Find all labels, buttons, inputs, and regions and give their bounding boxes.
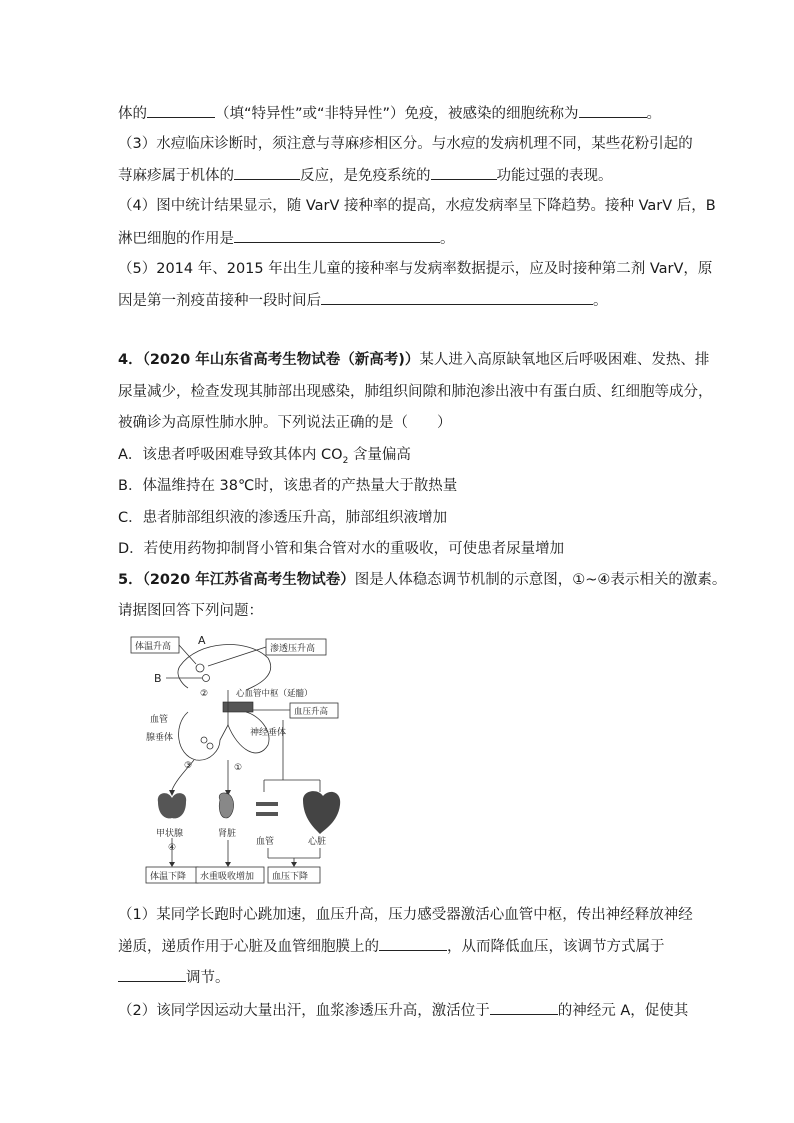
neuron-b-body [203,675,210,682]
label-neuron-b: B [154,672,162,685]
thyroid-icon [158,793,186,818]
q4-option-b[interactable]: B．体温维持在 38℃时，该患者的产热量大于散热量 [118,478,458,494]
answer-blank[interactable] [321,290,593,305]
answer-blank[interactable] [490,1000,558,1015]
question-source: （2020 年山东省高考生物试卷（新高考)） [142,352,420,368]
q4-stem-line-2: 尿量减少，检查发现其肺部出现感染，肺组织间隙和肺泡渗出液中有蛋白质、红细胞等成分， [118,384,713,400]
q4-stem-line-3: 被确诊为高原性肺水肿。下列说法正确的是（ ） [118,415,452,431]
label-neurohypophysis: 神经垂体 [250,728,287,738]
svg-text:②: ② [200,689,209,699]
q4-stem-line-1: 4．（2020 年山东省高考生物试卷（新高考)）某人进入高原缺氧地区后呼吸困难、发热、排 [118,352,710,368]
label-heart: 心脏 [308,837,327,847]
label-body-temp-up: 体温升高 [135,642,172,652]
kidney-icon [219,793,233,818]
svg-text:③: ③ [184,761,193,771]
label-thyroid: 甲状腺 [156,829,184,839]
homeostasis-diagram [128,630,378,888]
hypothalamus-outline [180,645,271,690]
label-bp-down: 血压下降 [272,872,309,882]
answer-blank[interactable] [234,165,300,180]
q3-part3-line-2: 荨麻疹属于机体的 反应，是免疫系统的 功能过强的表现。 [118,165,613,186]
label-vessel: 血管 [256,837,275,847]
q5-part1-line-1: （1）某同学长跑时心跳加速，血压升高，压力感受器激活心血管中枢，传出神经释放神经 [118,907,693,923]
vessel-icon [256,802,278,806]
svg-text:④: ④ [168,843,177,853]
q3-part4-line-1: （4）图中统计结果显示，随 VarV 接种率的提高，水痘发病率呈下降趋势。接种 VarV 后，B [118,198,716,214]
answer-blank[interactable] [147,103,215,118]
q4-option-d[interactable]: D．若使用药物抑制肾小管和集合管对水的重吸收，可使患者尿量增加 [118,541,565,557]
question-source: （2020 年江苏省高考生物试卷） [142,572,355,588]
label-adenohypophysis: 腺垂体 [146,733,174,743]
label-osmotic-up: 渗透压升高 [270,644,316,654]
heart-icon [303,791,340,834]
label-neuron-a: A [198,634,206,647]
answer-blank[interactable] [379,936,447,951]
svg-text:①: ① [234,763,243,773]
q5-part1-line-3: 调节。 [118,967,230,988]
q3-part4-line-2: 淋巴细胞的作用是 。 [118,228,455,249]
q5-stem-line-1: 5．（2020 年江苏省高考生物试卷）图是人体稳态调节机制的示意图，①~④表示相关的激素。 [118,572,727,588]
question-number: 5． [118,572,143,588]
label-bp-up: 血压升高 [294,707,329,717]
label-blood-vessel: 血管 [150,715,169,725]
q3-part5-line-2: 因是第一剂疫苗接种一段时间后 。 [118,290,608,311]
q5-part2-line-1: （2）该同学因运动大量出汗，血浆渗透压升高，激活位于 的神经元 A，促使其 [118,1000,688,1021]
label-temp-down: 体温下降 [150,872,187,882]
neuron-a-body [196,664,204,672]
q4-option-c[interactable]: C．患者肺部组织液的渗透压升高，肺部组织液增加 [118,510,448,526]
q3-part5-line-1: （5）2014 年、2015 年出生儿童的接种率与发病率数据提示，应及时接种第二剂 VarV，原 [118,261,713,277]
label-water-reabsorption: 水重吸收增加 [200,872,255,882]
label-cardio-center: 心血管中枢（延髓） [236,689,313,699]
medulla-block [223,702,253,712]
q5-part1-line-2: 递质，递质作用于心脏及血管细胞膜上的 ，从而降低血压，该调节方式属于 [118,936,665,957]
answer-blank[interactable] [579,103,647,118]
answer-blank[interactable] [234,228,440,243]
question-number: 4． [118,352,143,368]
q3-line-1: 体的 （填“特异性”或“非特异性”）免疫，被感染的细胞统称为 。 [118,103,661,124]
answer-blank[interactable] [118,967,186,982]
q5-stem-line-2: 请据图回答下列问题： [118,603,263,619]
answer-blank[interactable] [431,165,497,180]
q3-part3-line-1: （3）水痘临床诊断时，须注意与荨麻疹相区分。与水痘的发病机理不同，某些花粉引起的 [118,136,693,152]
q4-option-a[interactable]: A．该患者呼吸困难导致其体内 $CO_2$ 含量偏高 [118,447,411,466]
label-kidney: 肾脏 [218,829,237,839]
